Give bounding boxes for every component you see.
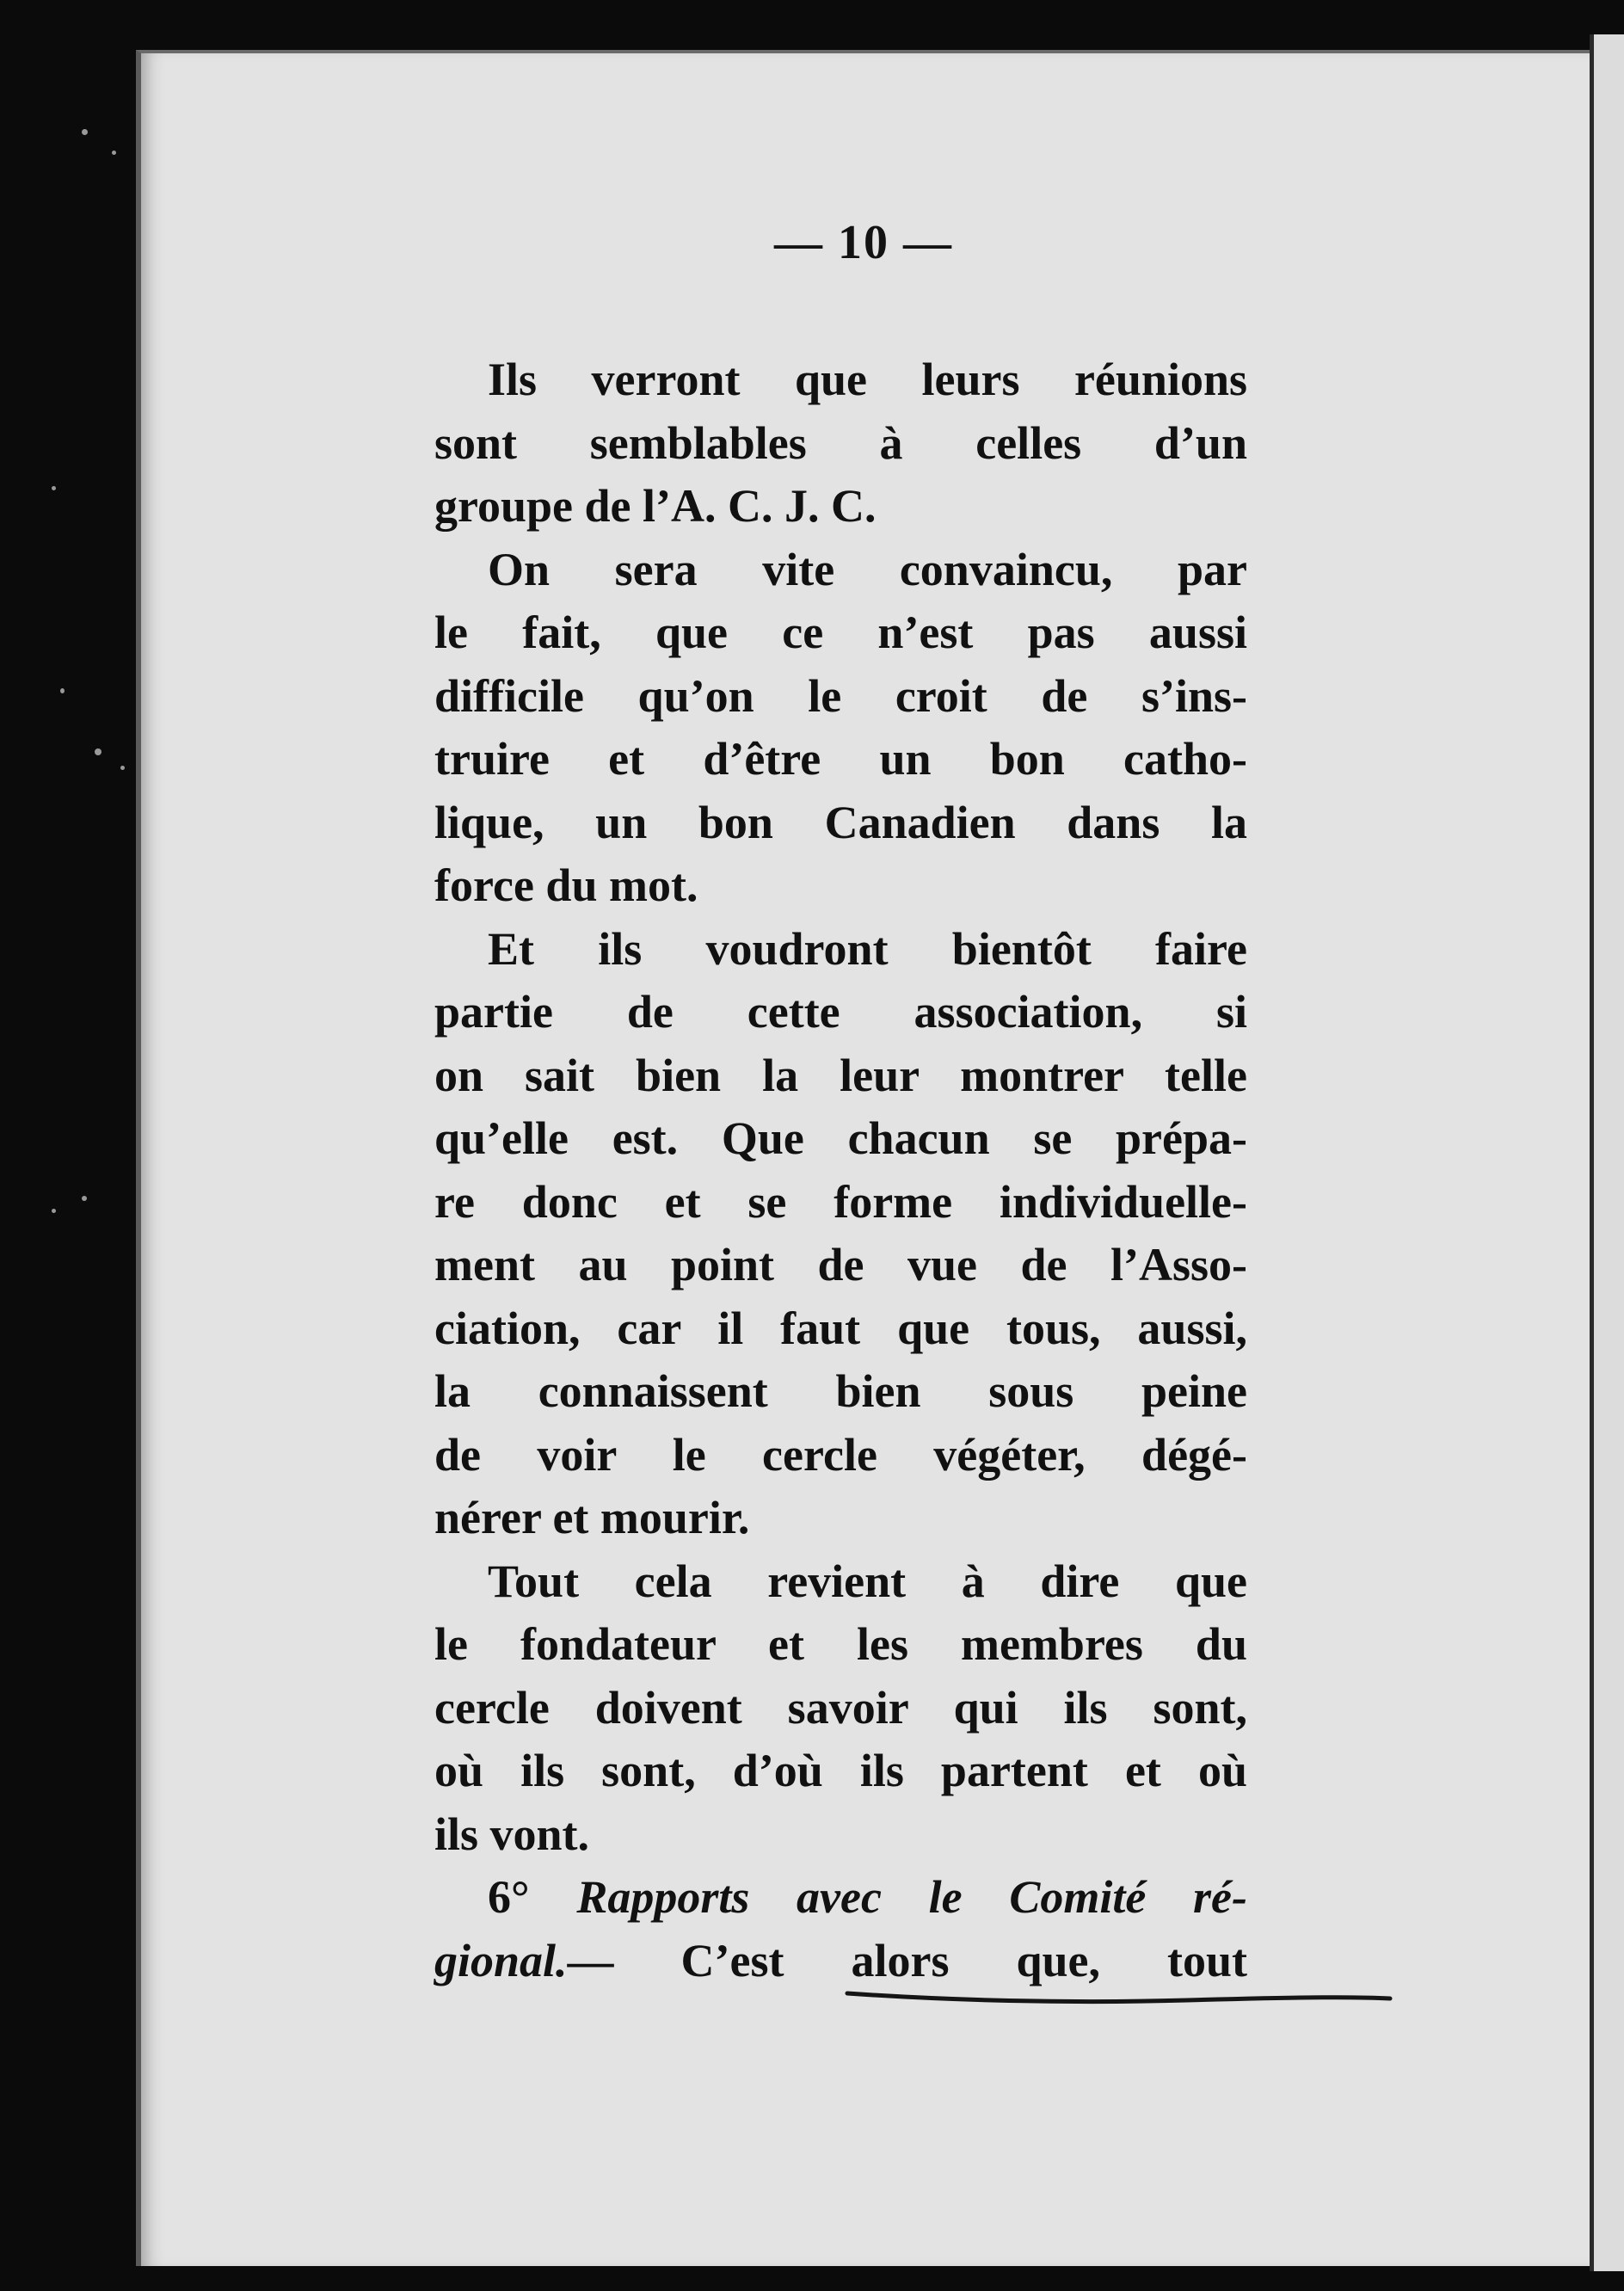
text-line: lique, un bon Canadien dans la xyxy=(434,796,1247,848)
text-line: ils vont. xyxy=(434,1808,590,1860)
text-line: re donc et se forme individuelle- xyxy=(434,1175,1247,1228)
text-line: Tout cela revient à dire que xyxy=(488,1555,1247,1607)
speck xyxy=(52,1209,56,1213)
section-continuation: — C’est alors que, tout xyxy=(567,1934,1247,1986)
section-title: Rapports avec le Comité ré- xyxy=(576,1871,1247,1923)
text-line: sont semblables à celles d’un xyxy=(434,416,1247,469)
page-number: — 10 — xyxy=(774,216,953,269)
section-title-end: gional. xyxy=(434,1934,568,1986)
text-line: où ils sont, d’où ils partent et où xyxy=(434,1745,1247,1796)
scan-margin-specks xyxy=(0,0,129,2291)
text-line: la connaissent bien sous peine xyxy=(434,1365,1247,1417)
text-line: le fait, que ce n’est pas aussi xyxy=(434,607,1247,658)
section-heading-line xyxy=(434,1866,1247,1930)
speck xyxy=(95,748,102,755)
text-line: qu’elle est. Que chacun se prépa- xyxy=(434,1112,1247,1164)
text-line: groupe de l’A. C. J. C. xyxy=(434,480,877,532)
speck xyxy=(112,151,116,155)
text-line: difficile qu’on le croit de s’ins- xyxy=(434,669,1247,722)
speck xyxy=(82,1196,87,1201)
text-line: ment au point de vue de l’Asso- xyxy=(434,1239,1247,1290)
text-line: nérer et mourir. xyxy=(434,1492,750,1543)
text-line: Et ils voudront bientôt faire xyxy=(488,922,1247,975)
text-line: Ils verront que leurs réunions xyxy=(488,354,1247,405)
text-line: truire et d’être un bon catho- xyxy=(434,733,1247,785)
text-line: on sait bien la leur montrer telle xyxy=(434,1049,1247,1101)
text-line: force du mot. xyxy=(434,859,698,911)
body-text xyxy=(434,348,1247,1992)
text-line: de voir le cercle végéter, dégé- xyxy=(434,1428,1247,1481)
speck xyxy=(52,486,56,490)
facing-page-edge xyxy=(1590,34,1624,2271)
text-line: ciation, car il faut que tous, aussi, xyxy=(434,1302,1247,1354)
section-number: 6° xyxy=(488,1871,530,1923)
text-line: On sera vite convaincu, par xyxy=(488,543,1247,595)
text-line: partie de cette association, si xyxy=(434,986,1247,1038)
text-line: le fondateur et les membres du xyxy=(434,1618,1247,1670)
speck xyxy=(120,766,125,770)
pen-underline-mark xyxy=(843,1974,1393,2009)
text-line: cercle doivent savoir qui ils sont, xyxy=(434,1681,1247,1734)
speck xyxy=(60,688,65,693)
speck xyxy=(82,129,88,135)
